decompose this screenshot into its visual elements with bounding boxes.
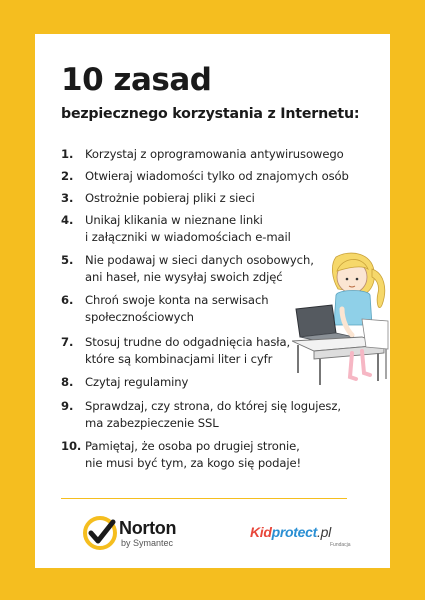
rule-text: Pamiętaj, że osoba po drugiej stronie, nie musi być tym, za kogo się podaje!: [85, 439, 302, 470]
rule-item: [61, 438, 301, 472]
rule-number: 6.: [61, 293, 74, 307]
norton-logo: [83, 512, 223, 556]
kidprotect-tld: .pl: [317, 524, 331, 540]
rule-number: 2.: [61, 169, 74, 183]
kidprotect-part1: Kid: [250, 524, 272, 540]
poster-card: [35, 34, 390, 568]
rule-text: Unikaj klikania w nieznane linki i załączniki w wiadomościach e-mail: [85, 213, 291, 244]
girl-at-laptop-illustration: [292, 249, 392, 389]
kidprotect-wordmark: [250, 524, 331, 540]
rule-number: 7.: [61, 335, 74, 349]
norton-tagline: by Symantec: [121, 538, 174, 548]
rule-item: [61, 398, 341, 432]
norton-name: Norton: [119, 518, 177, 538]
rule-item: [61, 190, 255, 207]
rule-text: Otwieraj wiadomości tylko od znajomych osób: [85, 169, 349, 183]
rule-number: 4.: [61, 213, 74, 227]
kidprotect-foundation: Fundacja: [330, 542, 351, 548]
rule-item: [61, 374, 188, 391]
poster-title: 10 zasad: [61, 62, 212, 98]
rule-text: Ostrożnie pobieraj pliki z sieci: [85, 191, 255, 205]
rule-item: [61, 212, 291, 246]
rule-item: [61, 168, 349, 185]
rule-number: 8.: [61, 375, 74, 389]
rule-text: Chroń swoje konta na serwisach społecznościowych: [85, 293, 269, 324]
poster-subtitle: bezpiecznego korzystania z Internetu:: [61, 106, 360, 122]
rule-number: 1.: [61, 147, 74, 161]
rule-number: 9.: [61, 399, 74, 413]
rule-item: [61, 292, 268, 326]
kidprotect-logo: [250, 518, 360, 562]
rule-text: Korzystaj z oprogramowania antywirusowego: [85, 147, 344, 161]
rule-text: Sprawdzaj, czy strona, do której się logujesz, ma zabezpieczenie SSL: [85, 399, 341, 430]
divider-line: [61, 498, 347, 499]
rule-text: Stosuj trudne do odgadnięcia hasła, które są kombinacjami liter i cyfr: [85, 335, 291, 366]
rule-item: [61, 146, 344, 163]
rule-item: [61, 252, 314, 286]
rule-number: 10.: [61, 439, 82, 453]
rule-number: 3.: [61, 191, 74, 205]
rule-item: [61, 334, 290, 368]
rule-text: Nie podawaj w sieci danych osobowych, ani haseł, nie wysyłaj swoich zdjęć: [85, 253, 314, 284]
rule-text: Czytaj regulaminy: [85, 375, 189, 389]
checkmark-icon: [83, 516, 117, 550]
kidprotect-part2: protect: [271, 524, 318, 540]
rule-number: 5.: [61, 253, 74, 267]
